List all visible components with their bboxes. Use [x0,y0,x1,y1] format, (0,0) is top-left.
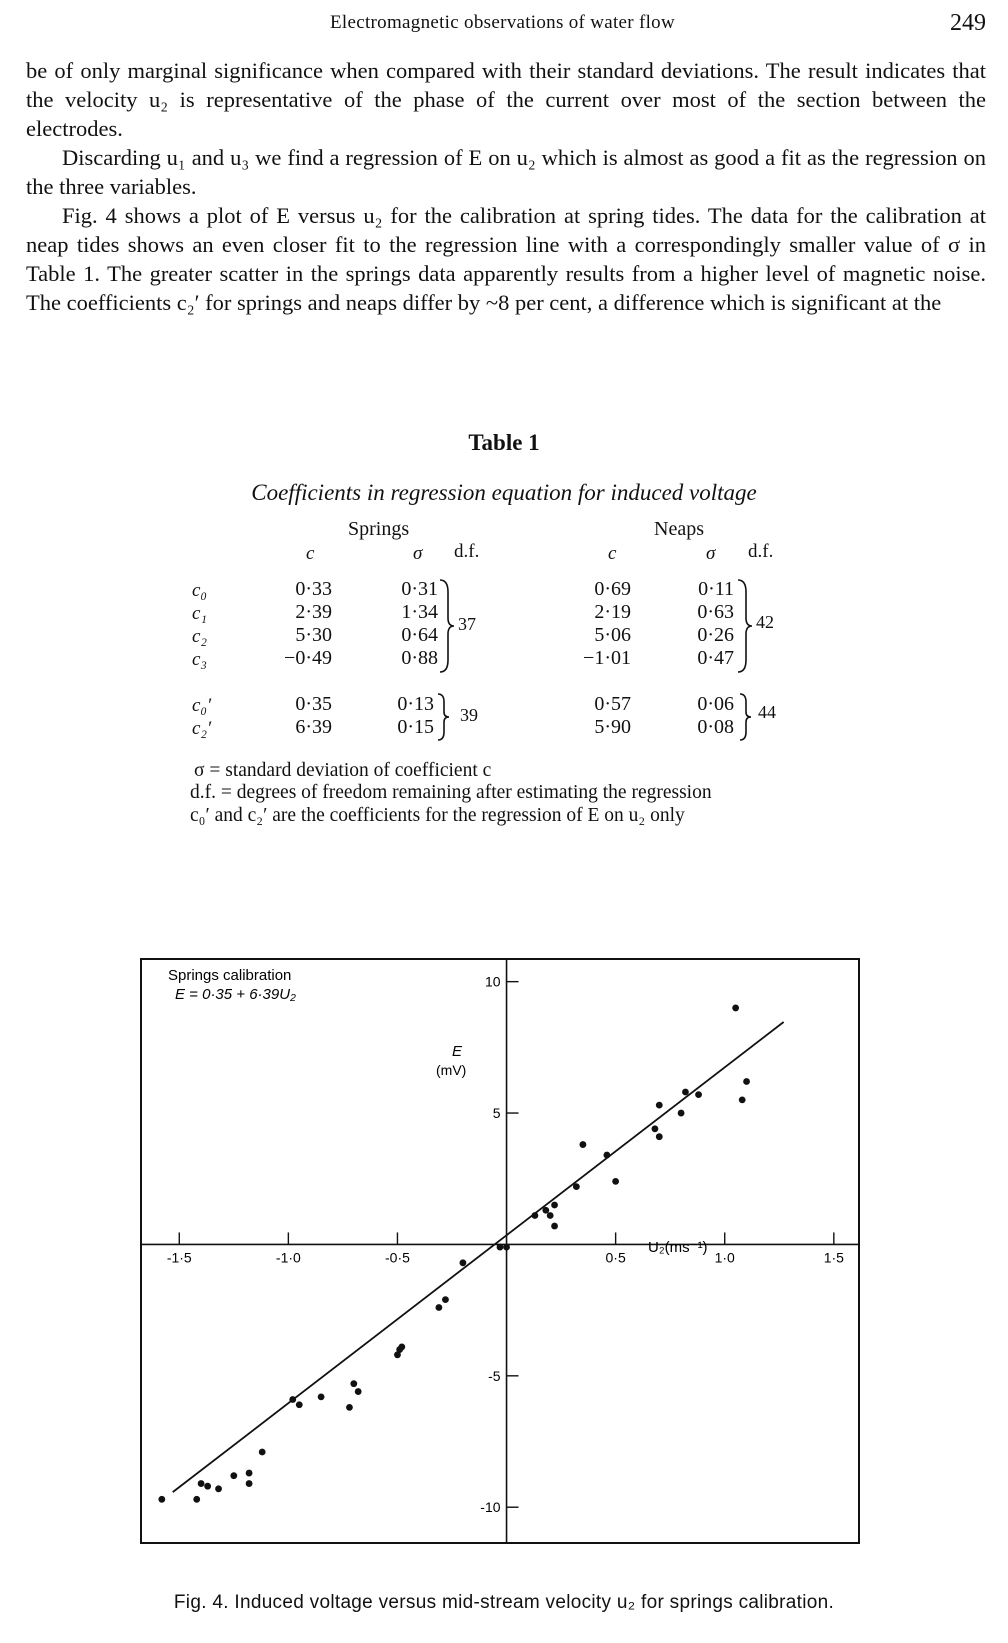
data-point [296,1401,303,1408]
row-label-c2-prime: c₂′ [192,718,212,739]
neaps-df-reduced: 44 [758,702,776,722]
data-point [246,1480,253,1487]
x-tick-label: -1·5 [166,1249,192,1266]
springs-c2-c: 5·30 [295,624,332,646]
data-point [739,1097,746,1104]
neaps-df-full: 42 [756,612,774,632]
data-point [246,1470,253,1477]
page-number: 249 [950,10,986,36]
x-tick-label: -0·5 [385,1249,410,1266]
neaps-brace-full [736,578,754,674]
x-tick-label: 0·5 [605,1249,626,1266]
springs-col-c: c [306,543,315,564]
neaps-brace-reduced [738,692,754,742]
springs-col-df: d.f. [454,541,480,562]
paragraph-1: be of only marginal significance when compared with their standard deviations. The result indicates that the velocity u₂ is representative of the phase of the current over most of the section between the electrodes. [26,58,986,141]
neaps-c2p-c: 5·90 [594,716,631,738]
table-title: Table 1 [468,430,540,455]
running-head [0,10,1008,40]
data-point [542,1207,549,1214]
springs-c2p-c: 6·39 [295,716,332,738]
data-point [604,1152,611,1159]
springs-header: Springs [348,518,410,540]
chart-equation: E = 0·35 + 6·39U₂ [175,986,296,1003]
paragraph-3: Fig. 4 shows a plot of E versus u₂ for the calibration at spring tides. The data for the calibration at neap tides shows an even closer fit to the regression line with a correspondingly smaller value of σ in Table 1. The greater scatter in the springs data apparently results from a higher level of magnetic noise. The coefficients c₂′ for springs and neaps differ by ~8 per cent, a difference which is significant at the [26,203,986,315]
data-point [355,1388,362,1395]
data-point [551,1223,558,1230]
paragraph-2: Discarding u₁ and u₃ we find a regression of E on u₂ which is almost as good a fit as the regression on the three variables. [26,145,986,199]
y-axis-label: E [452,1043,463,1060]
data-point [573,1183,580,1190]
figure-caption: Fig. 4. Induced voltage versus mid-stream velocity u₂ for springs calibration. [173,1592,835,1613]
row-label-c1: c₁ [192,603,208,624]
neaps-col-c: c [608,543,617,564]
springs-c0-sigma: 0·31 [401,578,438,600]
data-point [580,1141,587,1148]
springs-c1-c: 2·39 [295,601,332,623]
neaps-c0-sigma: 0·11 [698,578,734,600]
neaps-c0p-c: 0·57 [594,693,631,715]
springs-df-reduced: 39 [460,705,478,725]
row-label-c2: c₂ [192,626,208,647]
data-point [198,1480,205,1487]
springs-brace-full [438,578,456,674]
row-label-c0-prime: c₀′ [192,695,212,716]
table-caption: Coefficients in regression equation for induced voltage [251,480,757,505]
data-point [678,1110,685,1117]
springs-col-sigma: σ [413,543,423,564]
row-label-c3: c₃ [192,649,208,670]
springs-df-full: 37 [458,614,476,634]
data-point [346,1404,353,1411]
data-point [350,1380,357,1387]
neaps-col-sigma: σ [706,543,716,564]
chart-title: Springs calibration [168,967,292,984]
body-text [26,56,986,317]
data-point [289,1396,296,1403]
neaps-c2-c: 5·06 [594,624,631,646]
springs-c0p-c: 0·35 [295,693,332,715]
neaps-c2-sigma: 0·26 [697,624,734,646]
springs-c1-sigma: 1·34 [401,601,438,623]
springs-c0-c: 0·33 [295,578,332,600]
footnote-reduced: c₀′ and c₂′ are the coefficients for the regression of E on u₂ only [190,805,685,826]
data-point [695,1091,702,1098]
springs-c3-c: −0·49 [284,647,332,669]
running-title: Electromagnetic observations of water flow [330,12,675,33]
neaps-c1-c: 2·19 [594,601,631,623]
footnote-df: d.f. = degrees of freedom remaining after estimating the regression [190,782,712,803]
neaps-c3-sigma: 0·47 [697,647,734,669]
neaps-c0p-sigma: 0·06 [697,693,734,715]
y-tick-label: -10 [480,1499,501,1516]
data-point [215,1485,222,1492]
x-axis-label: U₂(ms⁻¹) [648,1239,708,1256]
data-point [532,1212,539,1219]
data-point [442,1296,449,1303]
neaps-c2p-sigma: 0·08 [697,716,734,738]
data-point [204,1483,211,1490]
data-point [652,1125,659,1132]
data-point [612,1178,619,1185]
neaps-col-df: d.f. [748,541,774,562]
y-axis-unit: (mV) [436,1062,467,1078]
y-tick-label: -5 [488,1367,501,1384]
data-point [318,1393,325,1400]
data-point [732,1005,739,1012]
data-point [743,1078,750,1085]
data-point [398,1344,405,1351]
neaps-header: Neaps [654,518,704,540]
scatter-chart [140,958,860,1544]
row-label-c0: c₀ [192,580,208,601]
data-point [547,1212,554,1219]
springs-c2p-sigma: 0·15 [397,716,434,738]
data-point [551,1202,558,1209]
neaps-c3-c: −1·01 [583,647,631,669]
neaps-c1-sigma: 0·63 [697,601,734,623]
data-point [158,1496,165,1503]
data-point [460,1259,467,1266]
springs-c3-sigma: 0·88 [401,647,438,669]
data-point [436,1304,443,1311]
springs-c0p-sigma: 0·13 [397,693,434,715]
data-point [503,1244,510,1251]
y-tick-label: 10 [484,973,501,990]
x-tick-label: 1·5 [823,1249,844,1266]
springs-c2-sigma: 0·64 [401,624,438,646]
data-point [193,1496,200,1503]
data-point [497,1244,504,1251]
figure-4 [140,958,860,1544]
neaps-c0-c: 0·69 [594,578,631,600]
footnote-sigma: σ = standard deviation of coefficient c [194,760,492,781]
data-point [230,1472,237,1479]
springs-brace-reduced [436,692,452,742]
x-tick-label: 1·0 [714,1249,735,1266]
x-tick-label: -1·0 [275,1249,301,1266]
data-point [656,1102,663,1109]
data-point [682,1089,689,1096]
data-point [656,1133,663,1140]
y-tick-label: 5 [492,1105,501,1122]
data-point [259,1449,266,1456]
